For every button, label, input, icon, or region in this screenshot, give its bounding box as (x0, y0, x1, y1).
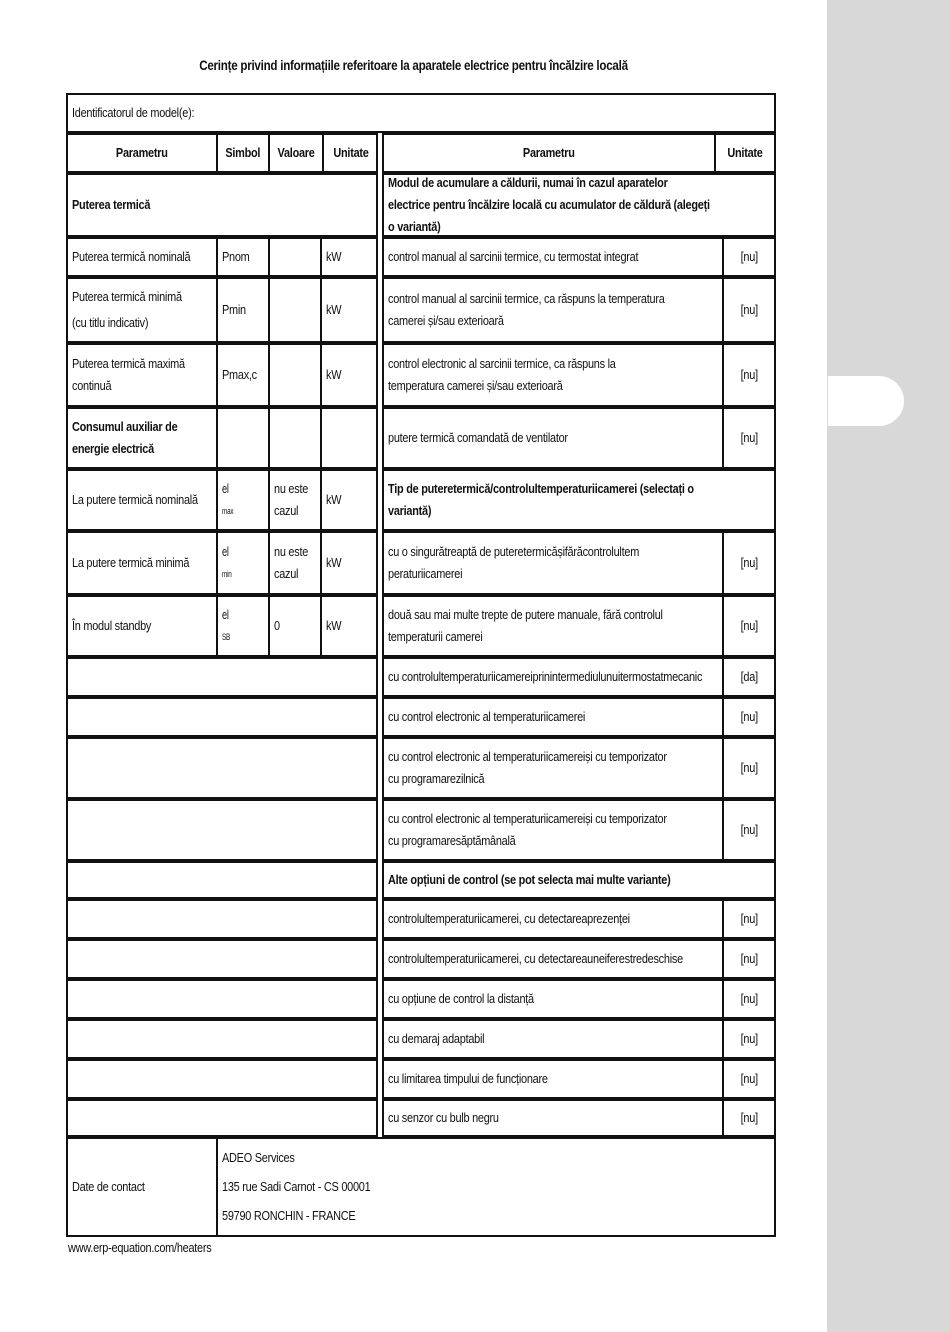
minimum-heat-label: Puterea termică minimă (cu titlu indicativ) (72, 289, 182, 330)
aux-nominal-value: nu este cazul (274, 481, 309, 518)
storage-option-value: [nu] (740, 249, 758, 264)
other-option-value: [nu] (740, 1110, 758, 1125)
other-option-value: [nu] (740, 991, 758, 1006)
header-parametru-right: Parametru (523, 145, 575, 160)
storage-option-label: control manual al sarcinii termice, ca răspuns la temperatura camerei și/sau exterioară (388, 291, 665, 328)
blank-row (66, 799, 378, 861)
standby-value: 0 (274, 618, 280, 633)
minimum-heat-symbol: Pmin (222, 302, 246, 317)
blank-row (66, 861, 378, 899)
other-option-value: [nu] (740, 951, 758, 966)
other-option-value: [nu] (740, 1071, 758, 1086)
blank-row (66, 1099, 378, 1137)
storage-option-label: putere termică comandată de ventilator (388, 430, 568, 445)
aux-nominal-label: La putere termică nominală (72, 492, 198, 507)
other-option-value: [nu] (740, 1031, 758, 1046)
blank-row (66, 697, 378, 737)
other-option-label: cu demaraj adaptabil (388, 1031, 485, 1046)
nominal-heat-unit: kW (326, 249, 342, 264)
type-option-label: două sau mai multe trepte de putere manuale, fără controlul temperaturii camerei (388, 607, 663, 644)
aux-minimum-symbol: el min (222, 544, 232, 579)
blank-row (66, 737, 378, 799)
header-simbol: Simbol (225, 145, 261, 160)
contact-line-company: ADEO Services (222, 1150, 295, 1165)
type-option-label: cu control electronic al temperaturiicamereiși cu temporizator cu programaresăptămânală (388, 811, 667, 848)
aux-minimum-value: nu este cazul (274, 544, 309, 581)
standby-symbol: el SB (222, 607, 231, 642)
footer-url[interactable]: www.erp-equation.com/heaters (68, 1240, 212, 1255)
blank-row (66, 939, 378, 979)
contact-label: Date de contact (72, 1179, 145, 1194)
other-option-value: [nu] (740, 911, 758, 926)
aux-minimum-label: La putere termică minimă (72, 555, 190, 570)
page-title: Cerințe privind informațiile referitoare la aparatele electrice pentru încălzire locală (199, 58, 628, 73)
other-heading: Alte opțiuni de control (se pot selecta mai multe variante) (388, 872, 671, 887)
other-option-label: controlultemperaturiicamerei, cu detectareaprezenței (388, 911, 630, 926)
type-option-label: cu o singurătreaptă de puteretermicășifărăcontrolultemperaturiicamerei (388, 544, 640, 581)
other-option-label: controlultemperaturiicamerei, cu detectareauneiferestredeschise (388, 951, 683, 966)
side-page-tab (828, 376, 904, 426)
nominal-heat-label: Puterea termică nominală (72, 249, 191, 264)
blank-row (66, 657, 378, 697)
other-option-label: cu limitarea timpului de funcționare (388, 1071, 548, 1086)
type-option-value: [nu] (740, 555, 758, 570)
nominal-heat-symbol: Pnom (222, 249, 250, 264)
model-identifier-label: Identificatorul de model(e): (72, 105, 195, 120)
aux-consumption-heading: Consumul auxiliar de energie electrică (72, 419, 178, 456)
header-unitate: Unitate (333, 145, 369, 160)
type-option-label: cu control electronic al temperaturiicamereiși cu temporizator cu programarezilnică (388, 749, 667, 786)
other-option-label: cu senzor cu bulb negru (388, 1110, 499, 1125)
aux-minimum-unit: kW (326, 555, 342, 570)
minimum-heat-value (270, 279, 320, 341)
blank-row (66, 1019, 378, 1059)
type-option-value: [da] (740, 669, 758, 684)
type-heading: Tip de puteretermică/controlultemperaturiicamerei (selectați o variantă) (388, 481, 694, 518)
storage-option-value: [nu] (740, 367, 758, 382)
standby-unit: kW (326, 618, 342, 633)
type-option-label: cu controlultemperaturiicamereiprinintermediulunuitermostatmecanic (388, 669, 703, 684)
header-unitate-right: Unitate (727, 145, 763, 160)
type-option-label: cu control electronic al temperaturiicamerei (388, 709, 586, 724)
heat-output-heading: Puterea termică (72, 197, 151, 212)
maximum-heat-unit: kW (326, 367, 342, 382)
nominal-heat-value (270, 239, 320, 275)
type-option-value: [nu] (740, 760, 758, 775)
blank-row (66, 899, 378, 939)
maximum-heat-label: Puterea termică maximă continuă (72, 356, 185, 393)
other-option-label: cu opțiune de control la distanță (388, 991, 534, 1006)
storage-option-label: control electronic al sarcinii termice, ca răspuns la temperatura camerei și/sau exterioară (388, 356, 616, 393)
type-option-value: [nu] (740, 709, 758, 724)
aux-nominal-unit: kW (326, 492, 342, 507)
aux-nominal-symbol: el max (222, 481, 234, 516)
maximum-heat-symbol: Pmax,c (222, 367, 257, 382)
storage-option-label: control manual al sarcinii termice, cu termostat integrat (388, 249, 639, 264)
maximum-heat-value (270, 345, 320, 405)
storage-heading: Modul de acumulare a căldurii, numai în cazul aparatelor electrice pentru încălzire locală cu acumulator de căldură (alegeți o variantă) (388, 175, 710, 234)
blank-row (66, 979, 378, 1019)
header-parametru: Parametru (116, 145, 168, 160)
header-valoare: Valoare (277, 145, 315, 160)
standby-label: În modul standby (72, 618, 152, 633)
storage-option-value: [nu] (740, 302, 758, 317)
type-option-value: [nu] (740, 822, 758, 837)
blank-row (66, 1059, 378, 1099)
contact-line-city: 59790 RONCHIN - FRANCE (222, 1208, 356, 1223)
side-margin-strip (827, 0, 950, 1332)
contact-line-street: 135 rue Sadi Carnot - CS 00001 (222, 1179, 371, 1194)
minimum-heat-unit: kW (326, 302, 342, 317)
storage-option-value: [nu] (740, 430, 758, 445)
type-option-value: [nu] (740, 618, 758, 633)
